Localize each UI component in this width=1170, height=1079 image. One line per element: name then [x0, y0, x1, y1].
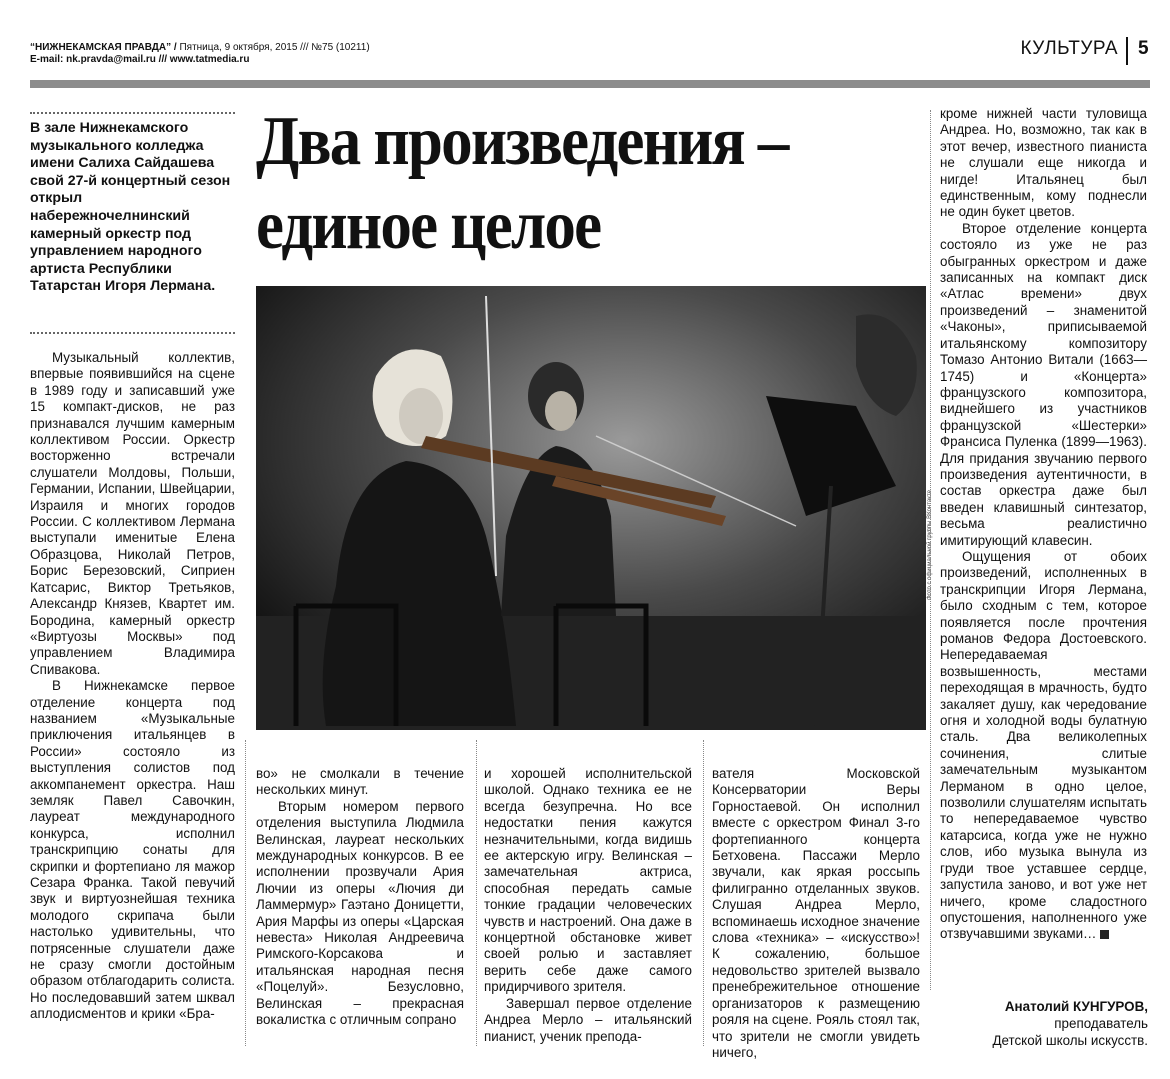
concert-photo	[256, 286, 926, 730]
author-signature	[908, 998, 1148, 1049]
headline-line-1: Два произведения –	[256, 103, 788, 180]
author-workplace: Детской школы искусств.	[992, 1033, 1148, 1048]
lead-bottom-rule	[30, 332, 235, 334]
column-4	[712, 766, 920, 1061]
violinists-image	[256, 286, 926, 730]
paragraph: Второе отделение концерта состояло из уже не раз обыгранных оркестром и даже записанных на компакт диск «Атлас времени» двух произведений – знаменитой «Чаконы», приписываемой итальянскому композитору Томазо Антонио Витали (1663—1745) и «Концерта» французского композитора, виднейшего из участников французской «Шестерки» Франсиса Пуленка (1899—1963). Для придания звучанию первого произведения аутентичности, в состав оркестра даже был введен клавишный синтезатор, весьма реалистично имитирующий клавесин.	[940, 220, 1147, 548]
paragraph: В Нижнекамске первое отделение концерта под названием «Музыкальные приключения итальянцев в России» состояло из выступления солистов под аккомпанемент оркестра. Наш земляк Павел Савочкин, лауреат международного конкурса, исполнил транскрипцию сонаты для скрипки и фортепиано ля мажор Сезара Франка. Такой певучий звук и виртуознейшая техника молодого скрипача были настолько удивительны, что потрясенные слушатели даже не сразу смогли достойным образом отблагодарить солиста. Но последовавший затем шквал аплодисментов и крики «Бра-	[30, 678, 235, 1022]
article-lead: В зале Нижнекамского музыкального колледжа имени Салиха Сайдашева свой 27-й концертный сезон открыл набережночелнинский камерный оркестр под управлением народного артиста Республики Татарстан Игоря Лермана.	[30, 120, 231, 295]
photo-credit: Фото с официальной группы ВКонтакте	[927, 490, 933, 600]
page-number: 5	[1138, 38, 1149, 59]
paragraph-text: Ощущения от обоих произведений, исполненных в транскрипции Игоря Лермана, было сходным с тем, которое появляется после прочтения романов Федора Достоевского. Непередаваемая возвышенность, местами переходящая в мрачность, будто закаляет душу, как чередование огня и холодной воды булатную сталь. Два великолепных сочинения, слитые замечательным музыкантом Лерманом в одно целое, позволили слушателям испытать то непередаваемое чувство катарсиса, когда уже не нужно слов, ибо музыка вынула из груди твое уставшее сердце, запустила заново, и вот уже нет ничего, кроме сладостного опустошения, наполненного уже отзвучавшими звуками…	[940, 548, 1147, 942]
paragraph: Завершал первое отделение Андреа Мерло – итальянский пианист, ученик препода-	[484, 995, 692, 1044]
column-2	[256, 766, 464, 1029]
paragraph: вателя Московской Консерватории Веры Горностаевой. Он исполнил вместе с оркестром Финал 3-го фортепианного концерта Бетховена. Пассажи Мерло звучали, как яркая россыпь филигранно отделанных звуков. Слушая Андреа Мерло, вспоминаешь исходное значение слова «техника» – «искусство»! К сожалению, большое недовольство зрителей вызвало пренебрежительное отношение организаторов к размещению рояля на сцене. Рояль стоял так, что зрители не смогли увидеть ничего,	[712, 766, 920, 1060]
column-separator	[703, 740, 704, 1046]
page-number-divider	[1126, 37, 1128, 65]
lead-top-rule	[30, 112, 235, 114]
column-separator	[930, 110, 931, 990]
column-separator	[245, 740, 246, 1046]
paragraph	[940, 549, 1147, 943]
newspaper-name: “НИЖНЕКАМСКАЯ ПРАВДА” /	[30, 42, 177, 53]
masthead-info	[30, 42, 370, 53]
section-title: КУЛЬТУРА	[1020, 38, 1118, 59]
paragraph: Вторым номером первого отделения выступила Людмила Велинская, лауреат нескольких международных конкурсов. В ее исполнении прозвучали Ария Лючии из оперы «Лючия ди Ламмермур» Гаэтано Доницетти, Ария Марфы из оперы «Царская невеста» Николая Андреевича Римского-Корсакова и итальянская народная песня «Поцелуй». Безусловно, Велинская – прекрасная вокалистка с отличным сопрано	[256, 798, 464, 1028]
end-of-article-mark	[1100, 930, 1109, 939]
header-rule	[30, 80, 1150, 88]
column-1	[30, 350, 235, 1023]
paragraph: кроме нижней части туловища Андреа. Но, возможно, так как в этот вечер, известного пианиста не слушали еще никогда и нигде! Итальянец был единственным, кому поднесли не один букет цветов.	[940, 106, 1147, 220]
author-name: Анатолий КУНГУРОВ,	[1004, 999, 1148, 1014]
contacts: E-mail: nk.pravda@mail.ru /// www.tatmedia.ru	[30, 54, 250, 65]
headline-line-2: единое целое	[256, 187, 601, 264]
paragraph: во» не смолкали в течение нескольких минут.	[256, 766, 464, 798]
column-3	[484, 766, 692, 1045]
author-role: преподаватель	[1054, 1016, 1148, 1031]
paragraph: и хорошей исполнительской школой. Однако техника ее не всегда безупречна. Но все недостатки пения кажутся незначительными, когда видишь ее актерскую игру. Велинская – замечательная актриса, способная передать самые тонкие градации человеческих чувств и настроений. Она даже в концертной обстановке живет своей ролью и заставляет верить себе даже самого придирчивого зрителя.	[484, 766, 692, 995]
column-separator	[476, 740, 477, 1046]
article-headline	[256, 100, 859, 268]
column-5	[940, 106, 1147, 943]
issue-date: Пятница, 9 октября, 2015 /// №75 (10211)	[176, 42, 370, 53]
paragraph: Музыкальный коллектив, впервые появившийся на сцене в 1989 году и записавший уже 15 компакт-дисков, не раз признавался лучшим камерным коллективом России. Оркестр восторженно встречали слушатели Молдовы, Польши, Германии, Испании, Швейцарии, Израиля и многих городов России. С коллективом Лермана выступали именитые Елена Образцова, Николай Петров, Борис Березовский, Сиприен Катсарис, Виктор Третьяков, Александр Князев, Квартет им. Бородина, камерный оркестр «Виртуозы Москвы» под управлением Владимира Спивакова.	[30, 350, 235, 677]
